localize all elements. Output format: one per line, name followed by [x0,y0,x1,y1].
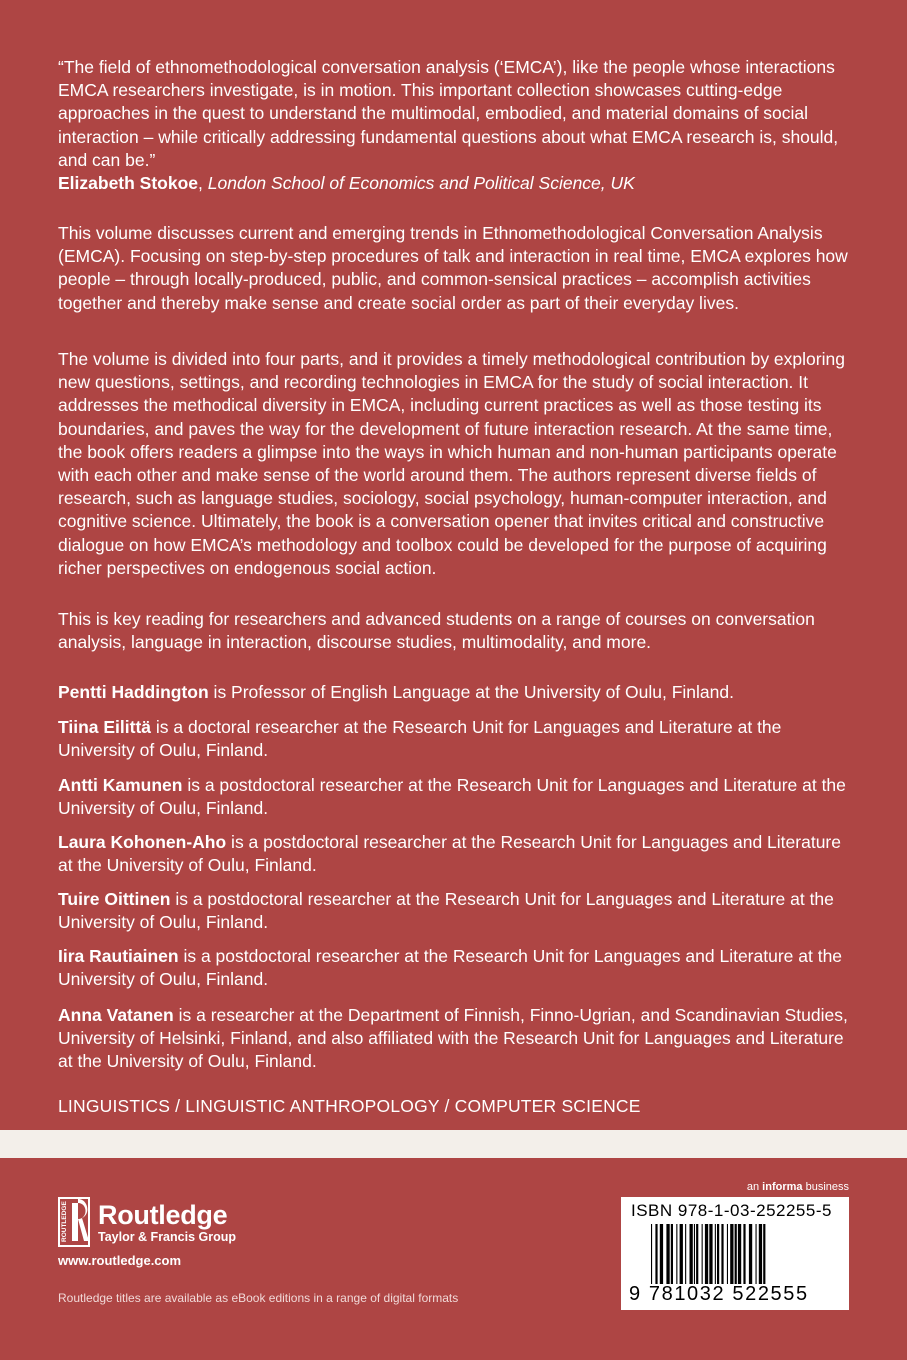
divider-stripe [0,1130,907,1158]
subject-categories: LINGUISTICS / LINGUISTIC ANTHROPOLOGY / COMPUTER SCIENCE [58,1096,641,1116]
bio-name: Iira Rautiainen [58,946,179,966]
bio-name: Laura Kohonen-Aho [58,832,227,852]
bio-text: is a postdoctoral researcher at the Research Unit for Languages and Literature at the University of Oulu, Finland. [58,946,843,990]
barcode-bar [666,1224,669,1284]
barcode-bar [676,1224,677,1284]
quote-affiliation: London School of Economics and Political Science, UK [207,173,635,194]
publisher-name: Routledge [98,1200,228,1230]
barcode-bar [730,1224,733,1284]
bio-vatanen [58,1004,853,1074]
bio-rautiainen [58,945,853,991]
bio-name: Anna Vatanen [58,1005,174,1025]
barcode-bar [655,1224,657,1284]
barcode-bar [671,1224,673,1284]
barcode-bar [696,1224,698,1284]
barcode-bar [709,1224,712,1284]
barcode-bar [738,1224,741,1284]
routledge-logo-icon [58,1197,90,1247]
barcode-bar [705,1224,708,1284]
barcode-bar [660,1224,663,1284]
bio-haddington [58,681,853,704]
isbn-label: ISBN 978-1-03-252255-5 [631,1201,832,1220]
barcode-bar [690,1224,693,1284]
informa-prefix: an [746,1181,760,1193]
bio-name: Tuire Oittinen [58,889,171,909]
description-paragraph-2: The volume is divided into four parts, and it provides a timely methodological contribution by exploring new questions, settings, and recording technologies in EMCA for the study of social interaction. It addresses the methodical diversity in EMCA, including current practices as well as those testing its boundaries, and paves the way for the development of future interaction research. At the same time, the book offers readers a glimpse into the ways in which human and non-human participants operate with each other and make sense of the world around them. The authors represent diverse fields of research, such as language studies, sociology, social psychology, human-computer interaction, and cognitive science. Ultimately, the book is a conversation opener that invites critical and constructive dialogue on how EMCA’s methodology and toolbox could be developed for the purpose of acquiring richer perspectives on endogenous social action. [58,349,845,578]
bio-text: is a postdoctoral researcher at the Research Unit for Languages and Literature at the University of Oulu, Finland. [58,775,846,819]
bio-text: is a doctoral researcher at the Research Unit for Languages and Literature at the University of Oulu, Finland. [58,717,782,761]
bio-text: is Professor of English Language at the University of Oulu, Finland. [208,682,734,702]
publisher-group: Taylor & Francis Group [98,1230,236,1244]
barcode-bar [743,1224,745,1284]
informa-brand: informa [762,1181,803,1193]
description-paragraph-1: This volume discusses current and emerging trends in Ethnomethodological Conversation Analysis (EMCA). Focusing on step-by-step procedures of talk and interaction in real time, EMCA explores how people – through locally-produced, public, and common-sensical practices – accomplish activities together and thereby make sense and create social order as part of their everyday lives. [58,223,848,313]
barcode-bar [702,1224,703,1284]
barcode-bar [749,1224,752,1284]
barcode-bars [651,1224,841,1284]
bio-text: is a researcher at the Department of Finnish, Finno-Ugrian, and Scandinavian Studies, University of Helsinki, Finland, and also affiliated with the Research Unit for Languages and Literature at the University of Oulu, Finland. [58,1005,848,1072]
ebook-note: Routledge titles are available as eBook editions in a range of digital formats [58,1291,459,1305]
informa-suffix: business [805,1181,849,1193]
bio-kohonen-aho [58,831,853,877]
barcode-bar [651,1224,652,1284]
endorsement-quote: “The field of ethnomethodological conversation analysis (‘EMCA’), like the people whose interactions EMCA researchers investigate, is in motion. This important collection showcases cutting-edge approaches in the quest to understand the multimodal, embodied, and material domains of social interaction – while critically addressing fundamental questions about what EMCA research is, should, and can be.” Elizabeth Stokoe, London School of Economics and Political Science, UK [58,57,839,194]
barcode-bar [763,1224,765,1284]
quote-author: Elizabeth Stokoe [58,173,199,194]
logo-mark-text: ROUTLEDGE [61,1201,68,1242]
routledge-logo [58,1197,258,1247]
description-paragraph-3: This is key reading for researchers and advanced students on a range of courses on conversation analysis, language in interaction, discourse studies, multimodality, and more. [58,609,815,653]
barcode-bar [735,1224,737,1284]
bio-eilitta [58,716,853,762]
bio-name: Tiina Eilittä [58,717,152,737]
isbn-barcode [621,1197,849,1310]
publisher-url: www.routledge.com [58,1253,182,1268]
bio-oittinen [58,888,853,934]
quote-text: “The field of ethnomethodological conversation analysis (‘EMCA’), like the people whose interactions EMCA researchers investigate, is in motion. This important collection showcases cutting-edge approaches in the quest to understand the multimodal, embodied, and material domains of social interaction – while critically addressing fundamental questions about what EMCA research is, should, and can be.” [58,57,839,170]
barcode-bar [680,1224,683,1284]
barcode-bar [694,1224,695,1284]
barcode-bar [759,1224,762,1284]
bio-text: is a postdoctoral researcher at the Research Unit for Languages and Literature at the University of Oulu, Finland. [58,889,834,933]
barcode-bar [727,1224,728,1284]
bio-name: Antti Kamunen [58,775,183,795]
informa-business-label [747,1181,849,1193]
barcode-digits: 9 781032 522555 [629,1283,809,1305]
barcode-bar [717,1224,719,1284]
barcode-bar [685,1224,686,1284]
barcode-bar [756,1224,757,1284]
bio-text: is a postdoctoral researcher at the Research Unit for Languages and Literature at the University of Oulu, Finland. [58,832,841,876]
bio-kamunen [58,774,853,820]
barcode-bar [715,1224,716,1284]
barcode-bar [721,1224,723,1284]
bio-name: Pentti Haddington [58,682,209,702]
